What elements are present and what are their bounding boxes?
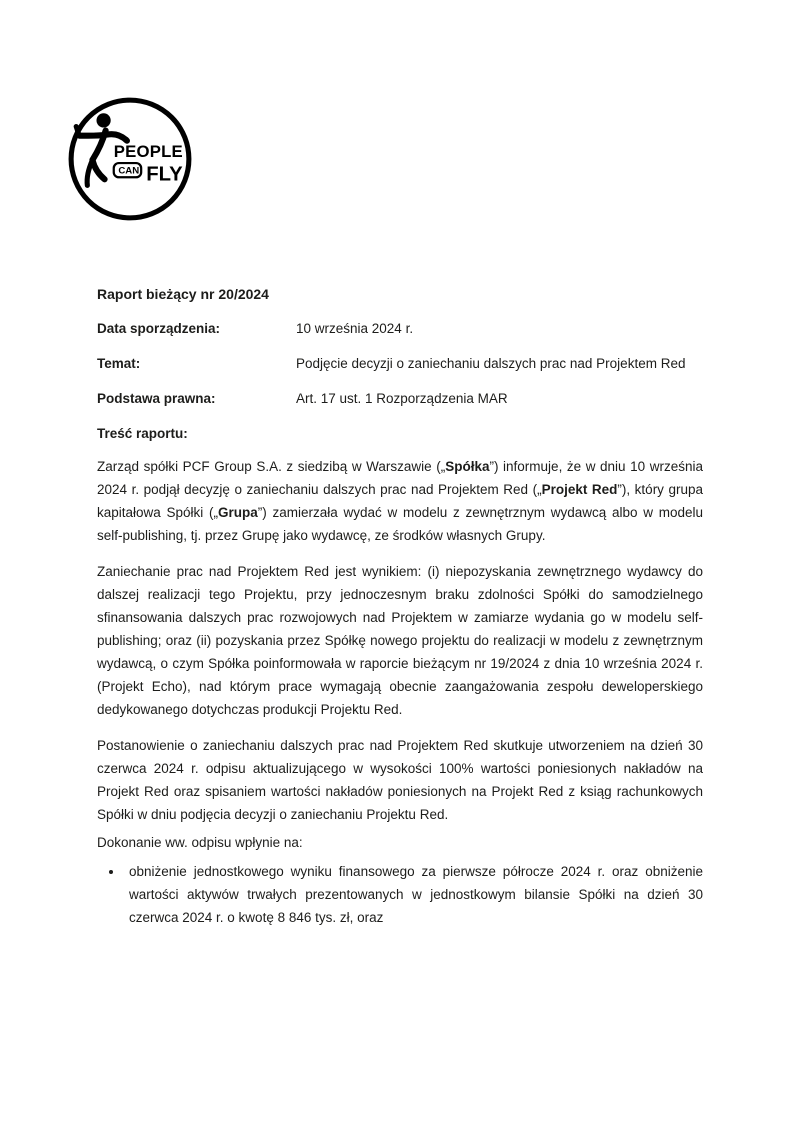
impact-list	[124, 860, 703, 929]
meta-value-legal-basis: Art. 17 ust. 1 Rozporządzenia MAR	[296, 391, 508, 406]
meta-row-subject	[97, 352, 703, 375]
paragraph-1-segment: ”) informuje, że w dniu 10 września 2024 r. podjął decyzję o zaniechaniu dalszych prac nad Projektem Red („	[97, 459, 703, 497]
report-paragraph-3: Postanowienie o zaniechaniu dalszych prac nad Projektem Red skutkuje utworzeniem na dzień 30 czerwca 2024 r. odpisu aktualizującego w wysokości 100% wartości poniesionych nakładów na Projekt Red oraz spisaniem wartości nakładów poniesionych na Projekt Red z ksiąg rachunkowych Spółki w dniu podjęcia decyzji o zaniechaniu Projektu Red.	[97, 738, 703, 822]
meta-label-date: Data sporządzenia:	[97, 321, 221, 336]
paragraph-1-segment: Zarząd spółki PCF Group S.A. z siedzibą w Warszawie („	[97, 459, 446, 474]
list-item	[124, 860, 703, 929]
pcf-logo	[64, 93, 196, 225]
report-title: Raport bieżący nr 20/2024	[97, 286, 269, 302]
meta-label-subject: Temat:	[97, 356, 141, 371]
list-item-text: obniżenie jednostkowego wyniku finansowego za pierwsze półrocze 2024 r. oraz obniżenie wartości aktywów trwałych prezentowanych w jednostkowym bilansie Spółki na dzień 30 czerwca 2024 r. o kwotę 8 846 tys. zł, oraz	[129, 864, 703, 925]
pcf-logo-graphic	[64, 93, 196, 225]
report-content	[97, 283, 703, 929]
report-paragraph-2: Zaniechanie prac nad Projektem Red jest wynikiem: (i) niepozyskania zewnętrznego wydawcy do dalszej realizacji tego Projektu, przy jednoczesnym braku zdolności Spółki do samodzielnego sfinansowania dalszych prac rozwojowych nad Projektem w zamiarze wydania go w modelu self-publishing; oraz (ii) pozyskania przez Spółkę nowego projektu do realizacji w modelu z zewnętrznym wydawcą, o czym Spółka poinformowała w raporcie bieżącym nr 19/2024 z dnia 10 września 2024 r. (Projekt Echo), nad którym prace wymagają obecnie zaangażowania zespołu deweloperskiego dedykowanego dotychczas produkcji Projektu Red.	[97, 564, 703, 717]
logo-text-can: CAN	[118, 165, 140, 177]
list-intro: Dokonanie ww. odpisu wpłynie na:	[97, 835, 303, 850]
paragraph-1-segment: ”), który grupa kapitałowa Spółki („	[97, 482, 703, 520]
meta-row-legal-basis	[97, 387, 703, 410]
paragraph-1-segment: ”) zamierzała wydać w modelu z zewnętrznym wydawcą albo w modelu self-publishing, tj. przez Grupę jako wydawcę, ze środków własnych Grupy.	[97, 505, 703, 543]
logo-text-fly: FLY	[146, 163, 183, 186]
report-paragraph-1	[97, 455, 703, 547]
meta-label-legal-basis: Podstawa prawna:	[97, 391, 216, 406]
paragraph-1-bold-projekt-red: Projekt Red	[541, 482, 618, 497]
meta-value-subject: Podjęcie decyzji o zaniechaniu dalszych prac nad Projektem Red	[296, 356, 686, 371]
meta-value-date: 10 września 2024 r.	[296, 321, 414, 336]
content-heading: Treść raportu:	[97, 426, 188, 441]
paragraph-1-bold-spolka: Spółka	[445, 459, 490, 474]
logo-text-people: PEOPLE	[113, 141, 183, 161]
paragraph-1-bold-grupa: Grupa	[218, 505, 258, 520]
meta-row-date	[97, 317, 703, 340]
